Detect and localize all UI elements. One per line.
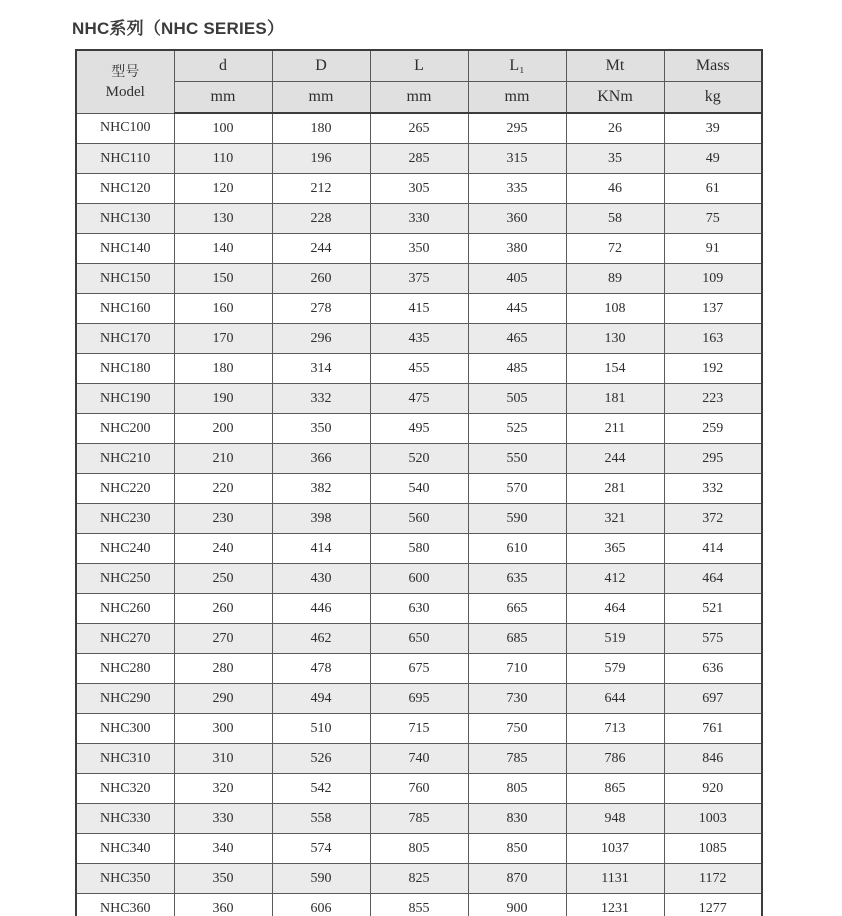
value-cell: 278	[272, 294, 370, 324]
model-cell: NHC270	[76, 624, 174, 654]
model-cell: NHC240	[76, 534, 174, 564]
value-cell: 180	[174, 354, 272, 384]
value-cell: 462	[272, 624, 370, 654]
value-cell: 295	[664, 444, 762, 474]
value-cell: 455	[370, 354, 468, 384]
value-cell: 244	[272, 234, 370, 264]
value-cell: 579	[566, 654, 664, 684]
table-row	[76, 744, 762, 774]
value-cell: 805	[370, 834, 468, 864]
value-cell: 58	[566, 204, 664, 234]
value-cell: 560	[370, 504, 468, 534]
value-cell: 405	[468, 264, 566, 294]
value-cell: 900	[468, 894, 566, 916]
value-cell: 220	[174, 474, 272, 504]
value-cell: 305	[370, 174, 468, 204]
value-cell: 610	[468, 534, 566, 564]
value-cell: 310	[174, 744, 272, 774]
value-cell: 575	[664, 624, 762, 654]
model-cell: NHC250	[76, 564, 174, 594]
model-cell: NHC150	[76, 264, 174, 294]
value-cell: 521	[664, 594, 762, 624]
value-cell: 715	[370, 714, 468, 744]
header-col-Mass: Mass	[664, 50, 762, 82]
header-col-D: D	[272, 50, 370, 82]
value-cell: 109	[664, 264, 762, 294]
value-cell: 350	[370, 234, 468, 264]
table-row	[76, 804, 762, 834]
value-cell: 1085	[664, 834, 762, 864]
value-cell: 550	[468, 444, 566, 474]
value-cell: 196	[272, 144, 370, 174]
value-cell: 281	[566, 474, 664, 504]
table-row	[76, 834, 762, 864]
model-cell: NHC220	[76, 474, 174, 504]
value-cell: 695	[370, 684, 468, 714]
value-cell: 542	[272, 774, 370, 804]
table-row	[76, 113, 762, 144]
value-cell: 510	[272, 714, 370, 744]
model-cell: NHC350	[76, 864, 174, 894]
value-cell: 825	[370, 864, 468, 894]
value-cell: 635	[468, 564, 566, 594]
header-row-units	[76, 82, 762, 114]
value-cell: 697	[664, 684, 762, 714]
value-cell: 1003	[664, 804, 762, 834]
table-row	[76, 624, 762, 654]
header-unit-L: mm	[370, 82, 468, 114]
value-cell: 574	[272, 834, 370, 864]
value-cell: 785	[468, 744, 566, 774]
value-cell: 1277	[664, 894, 762, 916]
value-cell: 1172	[664, 864, 762, 894]
value-cell: 494	[272, 684, 370, 714]
value-cell: 785	[370, 804, 468, 834]
model-cell: NHC130	[76, 204, 174, 234]
header-unit-d: mm	[174, 82, 272, 114]
value-cell: 606	[272, 894, 370, 916]
value-cell: 315	[468, 144, 566, 174]
value-cell: 761	[664, 714, 762, 744]
model-cell: NHC120	[76, 174, 174, 204]
value-cell: 150	[174, 264, 272, 294]
model-cell: NHC200	[76, 414, 174, 444]
value-cell: 446	[272, 594, 370, 624]
model-cell: NHC260	[76, 594, 174, 624]
value-cell: 710	[468, 654, 566, 684]
header-unit-Mt: KNm	[566, 82, 664, 114]
value-cell: 39	[664, 113, 762, 144]
model-cell: NHC170	[76, 324, 174, 354]
model-cell: NHC290	[76, 684, 174, 714]
table-row	[76, 504, 762, 534]
value-cell: 415	[370, 294, 468, 324]
value-cell: 730	[468, 684, 566, 714]
value-cell: 335	[468, 174, 566, 204]
value-cell: 91	[664, 234, 762, 264]
table-row	[76, 654, 762, 684]
value-cell: 163	[664, 324, 762, 354]
value-cell: 192	[664, 354, 762, 384]
model-cell: NHC320	[76, 774, 174, 804]
model-cell: NHC300	[76, 714, 174, 744]
value-cell: 750	[468, 714, 566, 744]
value-cell: 475	[370, 384, 468, 414]
value-cell: 61	[664, 174, 762, 204]
value-cell: 375	[370, 264, 468, 294]
value-cell: 590	[272, 864, 370, 894]
value-cell: 525	[468, 414, 566, 444]
value-cell: 430	[272, 564, 370, 594]
value-cell: 540	[370, 474, 468, 504]
value-cell: 259	[664, 414, 762, 444]
value-cell: 495	[370, 414, 468, 444]
value-cell: 350	[174, 864, 272, 894]
value-cell: 713	[566, 714, 664, 744]
value-cell: 49	[664, 144, 762, 174]
value-cell: 340	[174, 834, 272, 864]
header-model-cn: 型号	[111, 62, 140, 79]
model-cell: NHC140	[76, 234, 174, 264]
table-row	[76, 774, 762, 804]
value-cell: 130	[174, 204, 272, 234]
header-col-L: L	[370, 50, 468, 82]
value-cell: 846	[664, 744, 762, 774]
value-cell: 600	[370, 564, 468, 594]
value-cell: 265	[370, 113, 468, 144]
table-row	[76, 174, 762, 204]
value-cell: 321	[566, 504, 664, 534]
value-cell: 314	[272, 354, 370, 384]
model-cell: NHC230	[76, 504, 174, 534]
value-cell: 644	[566, 684, 664, 714]
value-cell: 580	[370, 534, 468, 564]
table-row	[76, 894, 762, 916]
value-cell: 870	[468, 864, 566, 894]
value-cell: 519	[566, 624, 664, 654]
model-cell: NHC100	[76, 113, 174, 144]
value-cell: 865	[566, 774, 664, 804]
value-cell: 72	[566, 234, 664, 264]
value-cell: 180	[272, 113, 370, 144]
model-cell: NHC360	[76, 894, 174, 916]
table-row	[76, 294, 762, 324]
value-cell: 464	[566, 594, 664, 624]
header-col-Mt: Mt	[566, 50, 664, 82]
table-row	[76, 354, 762, 384]
value-cell: 35	[566, 144, 664, 174]
model-cell: NHC280	[76, 654, 174, 684]
value-cell: 365	[566, 534, 664, 564]
value-cell: 108	[566, 294, 664, 324]
value-cell: 295	[468, 113, 566, 144]
value-cell: 478	[272, 654, 370, 684]
value-cell: 223	[664, 384, 762, 414]
value-cell: 300	[174, 714, 272, 744]
value-cell: 26	[566, 113, 664, 144]
value-cell: 380	[468, 234, 566, 264]
value-cell: 650	[370, 624, 468, 654]
value-cell: 330	[174, 804, 272, 834]
value-cell: 786	[566, 744, 664, 774]
value-cell: 332	[664, 474, 762, 504]
value-cell: 665	[468, 594, 566, 624]
header-model	[76, 50, 174, 113]
value-cell: 414	[272, 534, 370, 564]
value-cell: 920	[664, 774, 762, 804]
value-cell: 948	[566, 804, 664, 834]
header-row-names	[76, 50, 762, 82]
value-cell: 526	[272, 744, 370, 774]
table-row	[76, 324, 762, 354]
value-cell: 130	[566, 324, 664, 354]
table-row	[76, 714, 762, 744]
value-cell: 250	[174, 564, 272, 594]
value-cell: 760	[370, 774, 468, 804]
value-cell: 520	[370, 444, 468, 474]
header-unit-L1: mm	[468, 82, 566, 114]
model-cell: NHC190	[76, 384, 174, 414]
model-cell: NHC330	[76, 804, 174, 834]
value-cell: 110	[174, 144, 272, 174]
table-row	[76, 444, 762, 474]
value-cell: 740	[370, 744, 468, 774]
value-cell: 1037	[566, 834, 664, 864]
value-cell: 855	[370, 894, 468, 916]
value-cell: 332	[272, 384, 370, 414]
value-cell: 398	[272, 504, 370, 534]
value-cell: 570	[468, 474, 566, 504]
table-row	[76, 144, 762, 174]
value-cell: 630	[370, 594, 468, 624]
value-cell: 100	[174, 113, 272, 144]
table-row	[76, 594, 762, 624]
value-cell: 181	[566, 384, 664, 414]
value-cell: 120	[174, 174, 272, 204]
value-cell: 270	[174, 624, 272, 654]
value-cell: 296	[272, 324, 370, 354]
value-cell: 830	[468, 804, 566, 834]
table-header	[76, 50, 762, 113]
value-cell: 154	[566, 354, 664, 384]
value-cell: 280	[174, 654, 272, 684]
value-cell: 89	[566, 264, 664, 294]
header-unit-D: mm	[272, 82, 370, 114]
model-cell: NHC160	[76, 294, 174, 324]
value-cell: 366	[272, 444, 370, 474]
value-cell: 244	[566, 444, 664, 474]
table-row	[76, 234, 762, 264]
value-cell: 211	[566, 414, 664, 444]
table-body	[76, 113, 762, 916]
model-cell: NHC180	[76, 354, 174, 384]
value-cell: 465	[468, 324, 566, 354]
model-cell: NHC310	[76, 744, 174, 774]
value-cell: 230	[174, 504, 272, 534]
value-cell: 685	[468, 624, 566, 654]
model-cell: NHC210	[76, 444, 174, 474]
value-cell: 260	[272, 264, 370, 294]
value-cell: 228	[272, 204, 370, 234]
table-row	[76, 684, 762, 714]
value-cell: 160	[174, 294, 272, 324]
page-title: NHC系列（NHC SERIES）	[72, 19, 285, 38]
value-cell: 485	[468, 354, 566, 384]
value-cell: 414	[664, 534, 762, 564]
value-cell: 435	[370, 324, 468, 354]
value-cell: 372	[664, 504, 762, 534]
value-cell: 805	[468, 774, 566, 804]
value-cell: 590	[468, 504, 566, 534]
value-cell: 636	[664, 654, 762, 684]
value-cell: 360	[174, 894, 272, 916]
table-row	[76, 264, 762, 294]
value-cell: 240	[174, 534, 272, 564]
header-col-d: d	[174, 50, 272, 82]
value-cell: 464	[664, 564, 762, 594]
table-row	[76, 534, 762, 564]
model-cell: NHC340	[76, 834, 174, 864]
value-cell: 290	[174, 684, 272, 714]
spec-table	[75, 49, 763, 916]
table-row	[76, 384, 762, 414]
table-row	[76, 864, 762, 894]
value-cell: 137	[664, 294, 762, 324]
value-cell: 190	[174, 384, 272, 414]
value-cell: 212	[272, 174, 370, 204]
value-cell: 505	[468, 384, 566, 414]
value-cell: 285	[370, 144, 468, 174]
model-cell: NHC110	[76, 144, 174, 174]
header-col-L1: L₁	[468, 50, 566, 82]
value-cell: 382	[272, 474, 370, 504]
value-cell: 140	[174, 234, 272, 264]
value-cell: 558	[272, 804, 370, 834]
table-row	[76, 204, 762, 234]
value-cell: 330	[370, 204, 468, 234]
value-cell: 1231	[566, 894, 664, 916]
table-row	[76, 414, 762, 444]
value-cell: 360	[468, 204, 566, 234]
value-cell: 210	[174, 444, 272, 474]
value-cell: 46	[566, 174, 664, 204]
value-cell: 850	[468, 834, 566, 864]
value-cell: 350	[272, 414, 370, 444]
value-cell: 412	[566, 564, 664, 594]
header-model-en: Model	[105, 83, 145, 100]
table-row	[76, 564, 762, 594]
value-cell: 200	[174, 414, 272, 444]
value-cell: 445	[468, 294, 566, 324]
value-cell: 170	[174, 324, 272, 354]
header-unit-Mass: kg	[664, 82, 762, 114]
value-cell: 320	[174, 774, 272, 804]
value-cell: 75	[664, 204, 762, 234]
table-row	[76, 474, 762, 504]
value-cell: 1131	[566, 864, 664, 894]
value-cell: 675	[370, 654, 468, 684]
value-cell: 260	[174, 594, 272, 624]
